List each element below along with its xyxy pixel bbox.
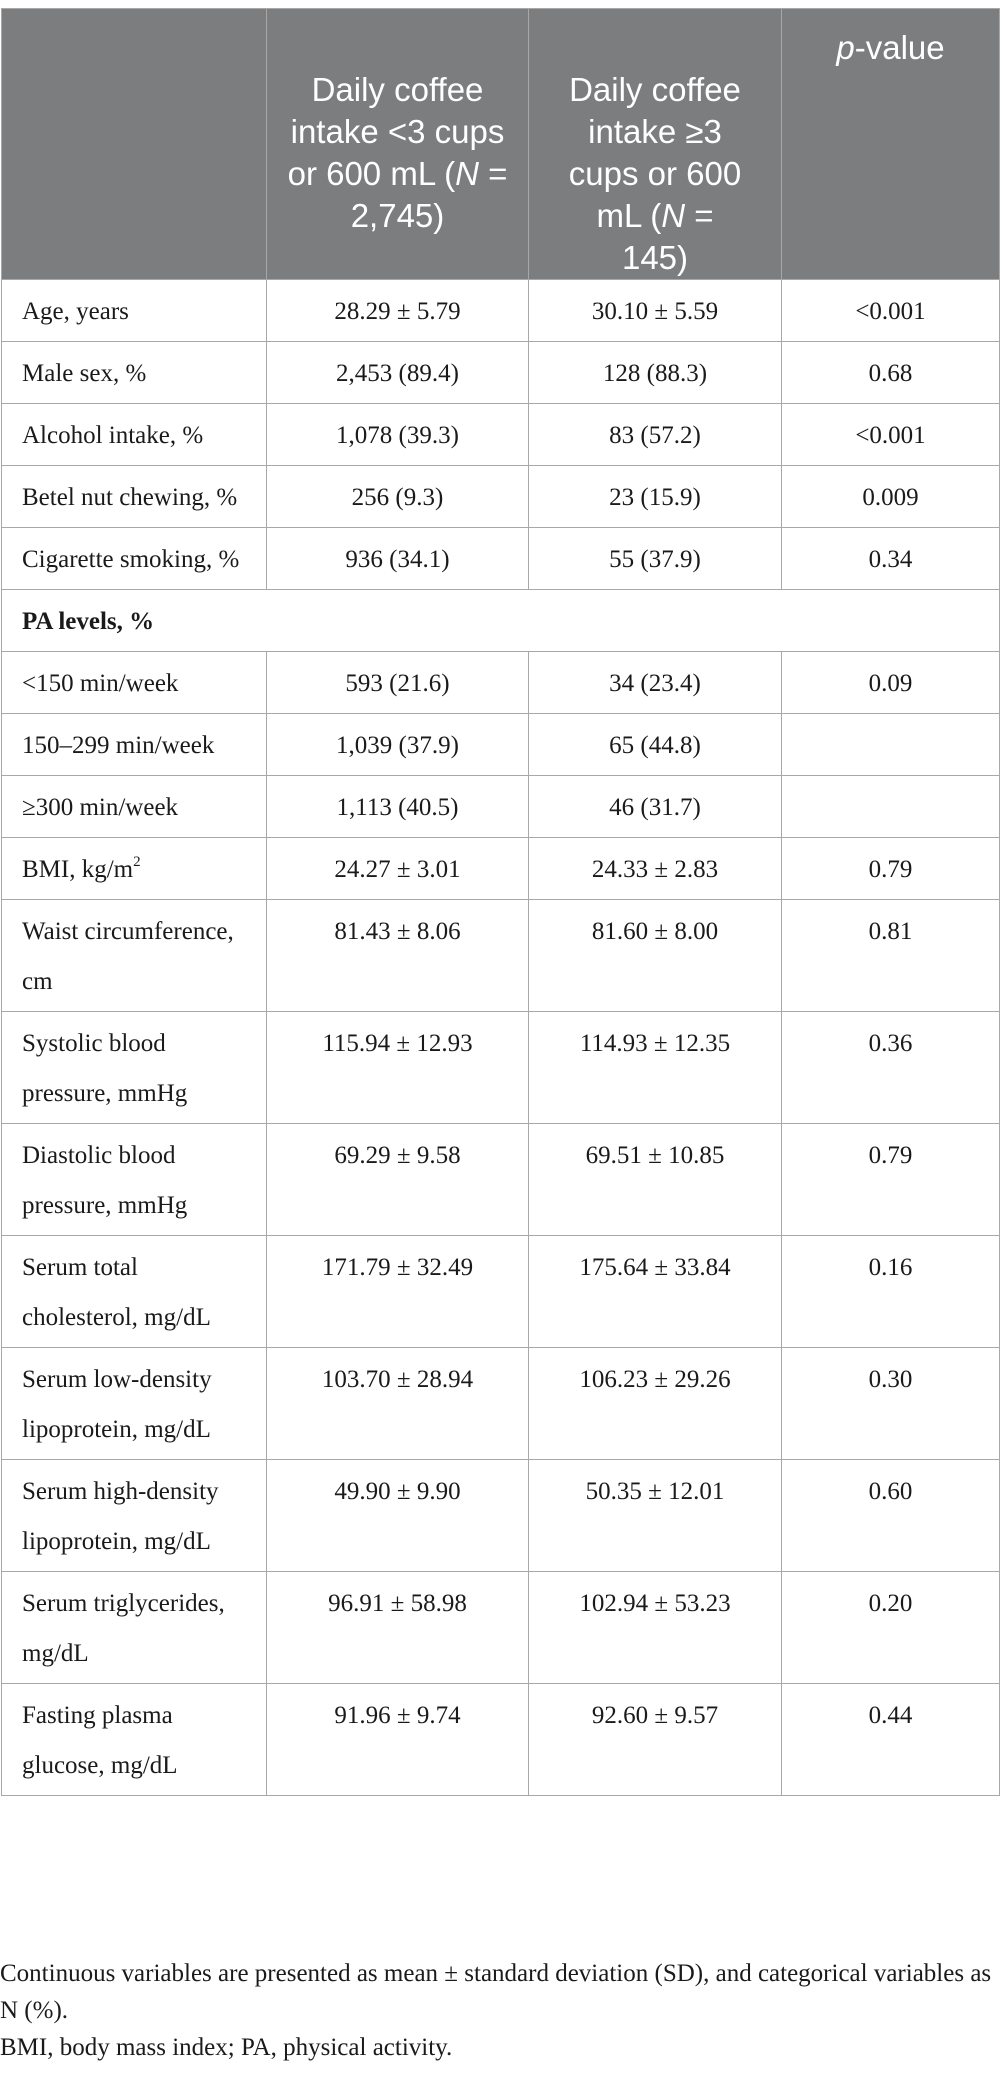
row-label: Serum total cholesterol, mg/dL — [2, 1236, 267, 1348]
p-value-cell — [782, 776, 1000, 838]
low-intake-value: 256 (9.3) — [267, 466, 529, 528]
p-value-cell: 0.36 — [782, 1012, 1000, 1124]
header-high-intake — [529, 9, 782, 280]
row-label: Systolic blood pressure, mmHg — [2, 1012, 267, 1124]
header-empty-cell — [2, 9, 267, 280]
row-label: Age, years — [2, 280, 267, 342]
p-value-cell: 0.60 — [782, 1460, 1000, 1572]
table-row — [2, 528, 1000, 590]
high-intake-value: 34 (23.4) — [529, 652, 782, 714]
p-value-cell — [782, 714, 1000, 776]
low-intake-value: 81.43 ± 8.06 — [267, 900, 529, 1012]
header-high-intake-n-symbol: N — [661, 197, 686, 234]
section-row-pa-levels — [2, 590, 1000, 652]
p-value-cell: 0.20 — [782, 1572, 1000, 1684]
header-p-rest: -value — [854, 29, 945, 66]
low-intake-value: 2,453 (89.4) — [267, 342, 529, 404]
high-intake-value: 50.35 ± 12.01 — [529, 1460, 782, 1572]
table-row — [2, 1684, 1000, 1796]
header-low-intake-n-symbol: N — [455, 155, 479, 192]
p-value-cell: 0.79 — [782, 838, 1000, 900]
high-intake-value: 81.60 ± 8.00 — [529, 900, 782, 1012]
table-row — [2, 1460, 1000, 1572]
low-intake-value: 103.70 ± 28.94 — [267, 1348, 529, 1460]
p-value-cell: 0.34 — [782, 528, 1000, 590]
p-value-cell: <0.001 — [782, 280, 1000, 342]
row-label: Serum high-density lipoprotein, mg/dL — [2, 1460, 267, 1572]
low-intake-value: 24.27 ± 3.01 — [267, 838, 529, 900]
low-intake-value: 115.94 ± 12.93 — [267, 1012, 529, 1124]
p-value-cell: 0.16 — [782, 1236, 1000, 1348]
low-intake-value: 28.29 ± 5.79 — [267, 280, 529, 342]
row-label: Serum triglycerides, mg/dL — [2, 1572, 267, 1684]
p-value-cell: 0.009 — [782, 466, 1000, 528]
p-value-cell: <0.001 — [782, 404, 1000, 466]
p-value-cell: 0.81 — [782, 900, 1000, 1012]
table-row — [2, 1236, 1000, 1348]
row-label — [2, 838, 267, 900]
table-row — [2, 342, 1000, 404]
high-intake-value: 114.93 ± 12.35 — [529, 1012, 782, 1124]
section-label: PA levels, % — [2, 590, 1000, 652]
low-intake-value: 96.91 ± 58.98 — [267, 1572, 529, 1684]
high-intake-value: 175.64 ± 33.84 — [529, 1236, 782, 1348]
table-row — [2, 1012, 1000, 1124]
row-label: Alcohol intake, % — [2, 404, 267, 466]
header-high-intake-label: Daily coffee intake ≥3 cups or 600 mL ( — [568, 71, 742, 234]
bmi-label-text: BMI, kg/m — [22, 856, 134, 883]
high-intake-value: 46 (31.7) — [529, 776, 782, 838]
table-row — [2, 776, 1000, 838]
high-intake-value: 24.33 ± 2.83 — [529, 838, 782, 900]
high-intake-value: 23 (15.9) — [529, 466, 782, 528]
high-intake-value: 102.94 ± 53.23 — [529, 1572, 782, 1684]
row-label: <150 min/week — [2, 652, 267, 714]
header-p-value — [782, 9, 1000, 280]
low-intake-value: 1,039 (37.9) — [267, 714, 529, 776]
row-label: Diastolic blood pressure, mmHg — [2, 1124, 267, 1236]
low-intake-value: 49.90 ± 9.90 — [267, 1460, 529, 1572]
p-value-cell: 0.68 — [782, 342, 1000, 404]
table-row — [2, 900, 1000, 1012]
table-row — [2, 1124, 1000, 1236]
high-intake-value: 30.10 ± 5.59 — [529, 280, 782, 342]
low-intake-value: 936 (34.1) — [267, 528, 529, 590]
row-label: Male sex, % — [2, 342, 267, 404]
header-low-intake — [267, 9, 529, 280]
low-intake-value: 171.79 ± 32.49 — [267, 1236, 529, 1348]
table-row — [2, 1572, 1000, 1684]
bmi-label-superscript: 2 — [133, 853, 141, 870]
high-intake-value: 83 (57.2) — [529, 404, 782, 466]
header-low-intake-n-value: = 2,745) — [350, 155, 508, 234]
footnote-abbreviations: BMI, body mass index; PA, physical activity. — [0, 2034, 453, 2061]
high-intake-value: 92.60 ± 9.57 — [529, 1684, 782, 1796]
table-row — [2, 838, 1000, 900]
table-footnotes — [0, 1955, 1000, 2066]
row-label: Betel nut chewing, % — [2, 466, 267, 528]
row-label: Serum low-density lipoprotein, mg/dL — [2, 1348, 267, 1460]
low-intake-value: 69.29 ± 9.58 — [267, 1124, 529, 1236]
high-intake-value: 106.23 ± 29.26 — [529, 1348, 782, 1460]
low-intake-value: 1,113 (40.5) — [267, 776, 529, 838]
row-label: ≥300 min/week — [2, 776, 267, 838]
row-label: Waist circumference, cm — [2, 900, 267, 1012]
table-row — [2, 404, 1000, 466]
table-row — [2, 714, 1000, 776]
row-label: Fasting plasma glucose, mg/dL — [2, 1684, 267, 1796]
p-value-cell: 0.30 — [782, 1348, 1000, 1460]
high-intake-value: 128 (88.3) — [529, 342, 782, 404]
row-label: Cigarette smoking, % — [2, 528, 267, 590]
header-high-intake-n-value: = 145) — [621, 197, 714, 276]
low-intake-value: 1,078 (39.3) — [267, 404, 529, 466]
low-intake-value: 593 (21.6) — [267, 652, 529, 714]
high-intake-value: 65 (44.8) — [529, 714, 782, 776]
high-intake-value: 55 (37.9) — [529, 528, 782, 590]
low-intake-value: 91.96 ± 9.74 — [267, 1684, 529, 1796]
header-p-symbol: p — [836, 29, 855, 66]
high-intake-value: 69.51 ± 10.85 — [529, 1124, 782, 1236]
table-header-row — [2, 9, 1000, 280]
footnote-definitions: Continuous variables are presented as mean ± standard deviation (SD), and categorical variables as N (%). — [0, 1960, 992, 2024]
baseline-characteristics-table — [1, 8, 1000, 1796]
row-label: 150–299 min/week — [2, 714, 267, 776]
p-value-cell: 0.79 — [782, 1124, 1000, 1236]
table-row — [2, 652, 1000, 714]
p-value-cell: 0.09 — [782, 652, 1000, 714]
p-value-cell: 0.44 — [782, 1684, 1000, 1796]
header-low-intake-label: Daily coffee intake <3 cups or 600 mL ( — [287, 71, 505, 192]
table-row — [2, 1348, 1000, 1460]
table-row — [2, 280, 1000, 342]
table-row — [2, 466, 1000, 528]
